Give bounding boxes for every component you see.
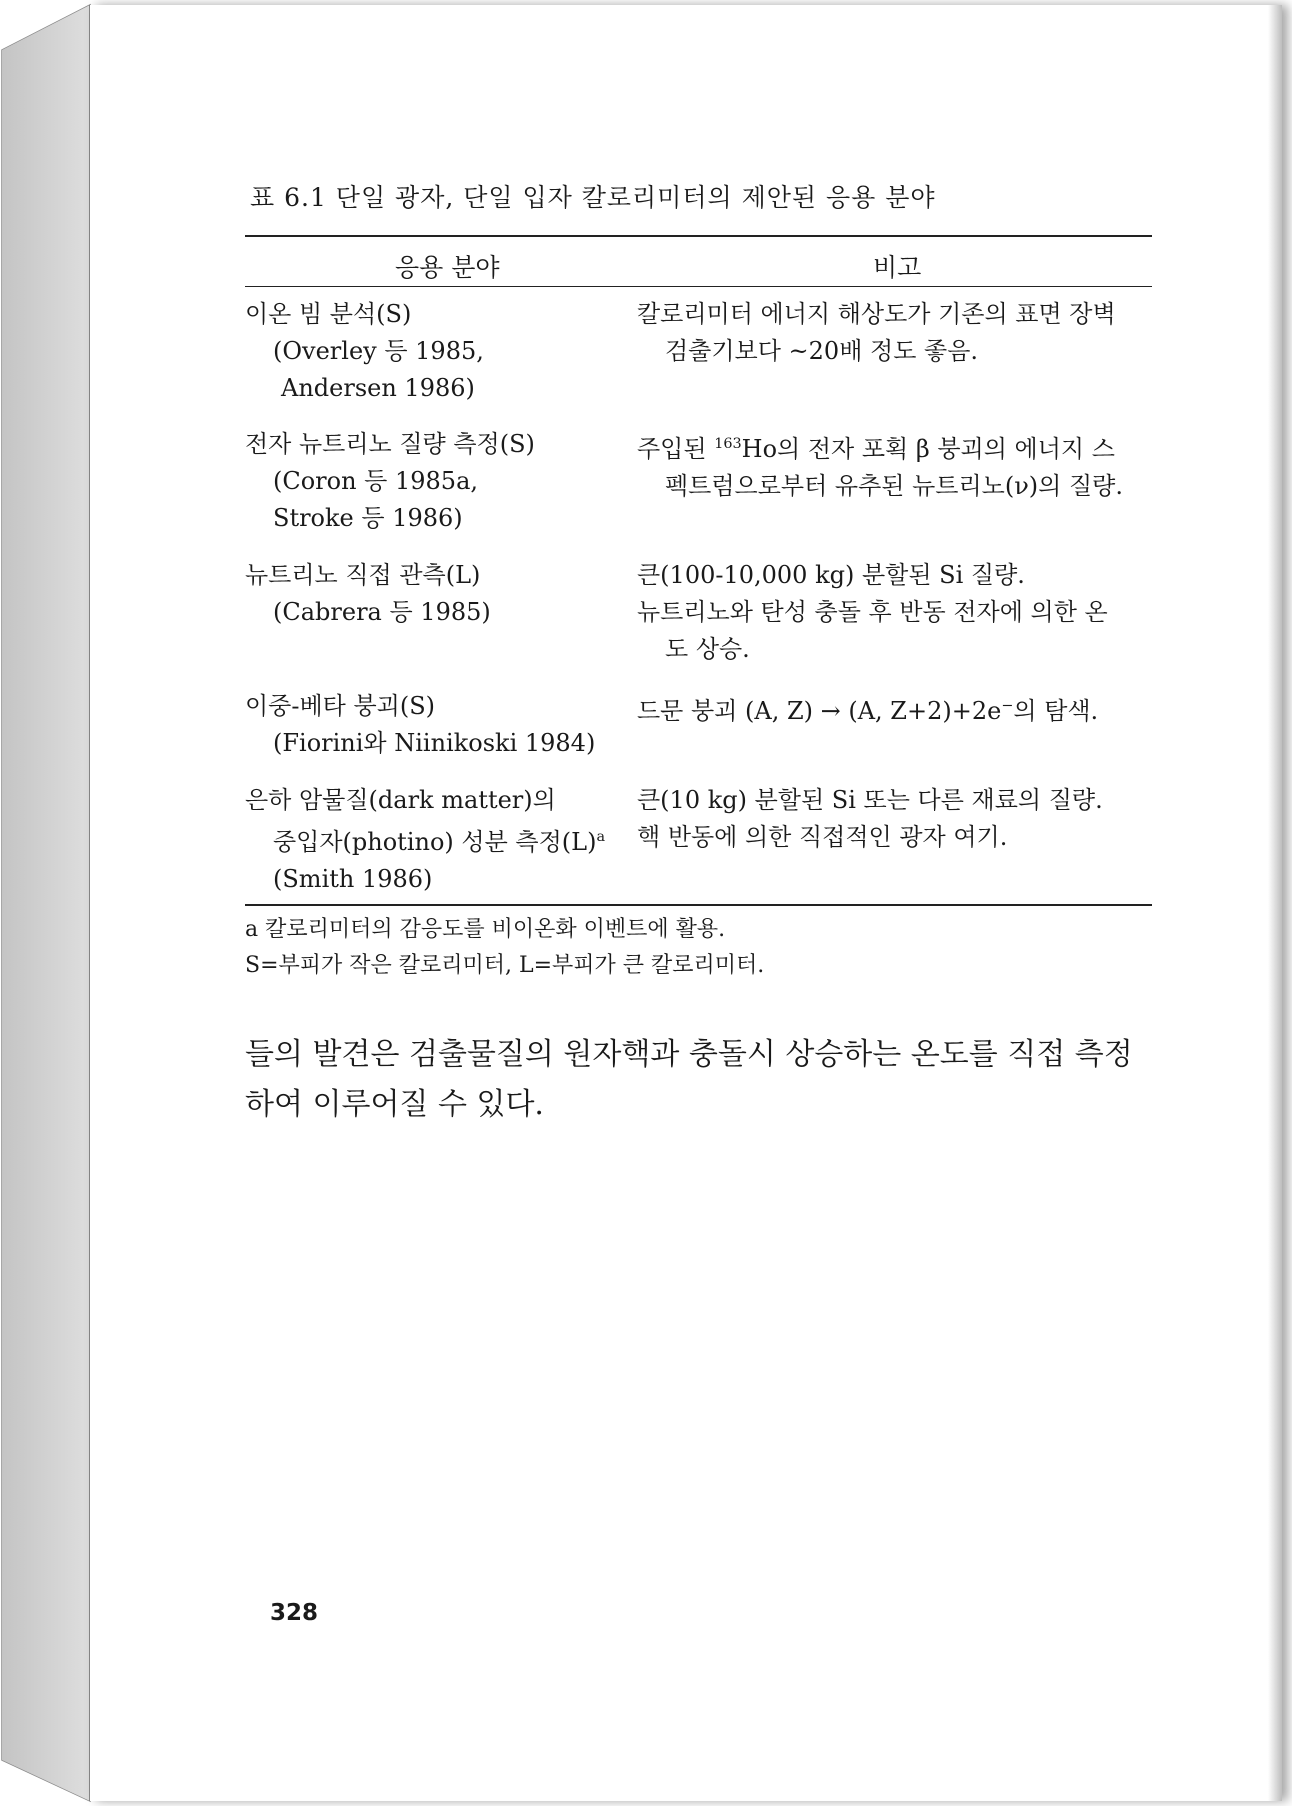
table-row-5-remarks [637,782,1152,856]
table-header-rule [245,286,1152,287]
row-text: 뉴트리노와 탄성 충돌 후 반동 전자에 의한 온 [637,598,1108,626]
table-row-2-application [245,426,625,537]
row-text: 전자 뉴트리노 질량 측정(S) [245,430,535,458]
row-text: 큰(100-10,000 kg) 분할된 Si 질량. [637,561,1025,589]
row-text: 검출기보다 ~20배 정도 좋음. [665,337,979,365]
row-text: 뉴트리노 직접 관측(L) [245,561,481,589]
table-footnote-a: a 칼로리미터의 감응도를 비이온화 이벤트에 활용. [245,917,726,942]
table-row-2-remarks [637,426,1152,505]
table-row-5-application [245,782,625,898]
table-row-3-application [245,557,625,631]
table-row-4-application [245,688,625,762]
paragraph-line: 들의 발견은 검출물질의 원자핵과 충돌시 상승하는 온도를 직접 측정 [245,1037,1133,1072]
row-citation: (Smith 1986) [273,865,433,893]
row-citation: Stroke 등 1986) [273,504,463,532]
row-citation: (Fiorini와 Niinikoski 1984) [273,729,596,757]
page-number: 328 [270,1600,319,1626]
paragraph-line: 하여 이루어질 수 있다. [245,1087,544,1122]
row-text: 칼로리미터 에너지 해상도가 기존의 표면 장벽 [637,300,1116,328]
table-footnote-legend: S=부피가 작은 칼로리미터, L=부피가 큰 칼로리미터. [245,953,765,978]
row-text: 은하 암물질(dark matter)의 [245,786,556,814]
table-caption: 표 6.1 단일 광자, 단일 입자 칼로리미터의 제안된 응용 분야 [250,183,936,212]
table-header-remarks: 비고 [873,253,922,282]
row-text: 도 상승. [665,635,750,663]
table-bottom-rule [245,904,1152,906]
row-text-part: 중입자(photino) 성분 측정(L) [273,828,597,856]
row-text-part: Ho의 전자 포획 β 붕괴의 에너지 스 [741,435,1115,463]
row-text-part: 의 탐색. [1013,697,1099,725]
row-text [637,688,1152,730]
row-text: 핵 반동에 의한 직접적인 광자 여기. [637,823,1008,851]
row-citation: (Cabrera 등 1985) [273,598,491,626]
book-page [90,5,1282,1801]
row-text-part: 드문 붕괴 (A, Z) → (A, Z+2)+2e [637,697,1002,725]
row-text [245,819,625,861]
table-top-rule [245,235,1152,237]
footnote-marker: a [596,829,606,845]
table-row-4-remarks [637,688,1152,730]
table-header-application: 응용 분야 [395,253,500,282]
row-text: 이중-베타 붕괴(S) [245,692,436,720]
row-citation: (Coron 등 1985a, [273,467,479,495]
row-text [637,426,1152,468]
row-citation: Andersen 1986) [281,374,475,402]
table-row-3-remarks [637,557,1152,668]
page-edge-shadow [1268,5,1282,1801]
row-citation: (Overley 등 1985, [273,337,484,365]
row-text-part: 주입된 [637,435,715,463]
row-text: 펙트럼으로부터 유추된 뉴트리노(ν)의 질량. [665,472,1123,500]
row-text: 큰(10 kg) 분할된 Si 또는 다른 재료의 질량. [637,786,1103,814]
isotope-mass-number: 163 [714,436,742,452]
table-row-1-remarks [637,296,1152,370]
row-text: 이온 빔 분석(S) [245,300,412,328]
body-paragraph [245,1030,1155,1130]
table-row-1-application [245,296,625,407]
electron-charge-sign: − [1001,698,1014,714]
